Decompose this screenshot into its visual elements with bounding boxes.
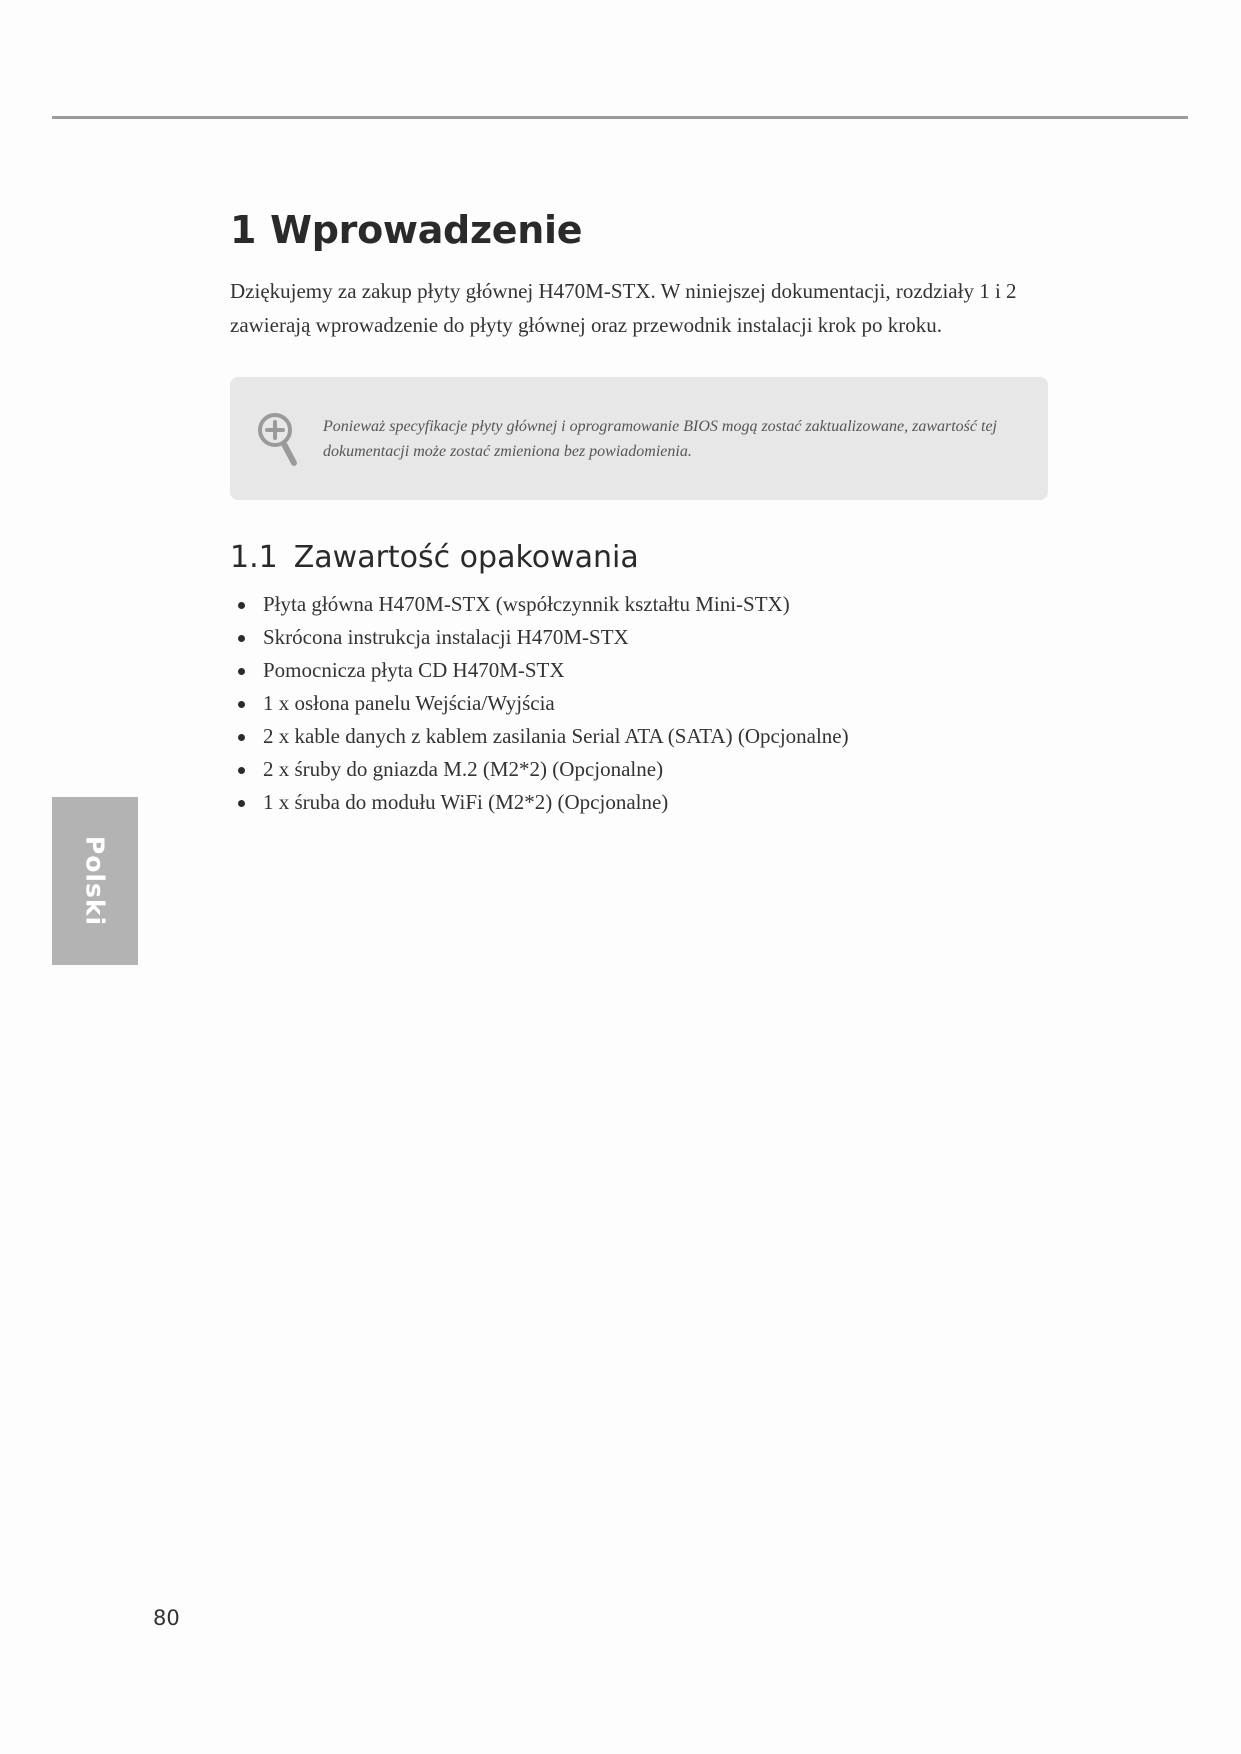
list-item: 2 x śruby do gniazda M.2 (M2*2) (Opcjonalne) xyxy=(230,753,849,786)
intro-paragraph: Dziękujemy za zakup płyty głównej H470M-STX. W niniejszej dokumentacji, rozdziały 1 i 2 zawierają wprowadzenie do płyty głównej oraz przewodnik instalacji krok po kroku. xyxy=(230,279,1017,337)
chapter-title xyxy=(230,208,582,252)
page-number: 80 xyxy=(153,1606,180,1630)
chapter-number: 1 xyxy=(230,208,257,252)
list-item: Pomocnicza płyta CD H470M-STX xyxy=(230,654,849,687)
language-tab-label: Polski xyxy=(80,835,110,927)
note-text: Ponieważ specyfikacje płyty głównej i oprogramowanie BIOS mogą zostać zaktualizowane, zawartość tej dokumentacji może zostać zmieniona bez powiadomienia. xyxy=(323,418,997,460)
list-item: 1 x śruba do modułu WiFi (M2*2) (Opcjonalne) xyxy=(230,786,849,819)
note-box xyxy=(230,377,1048,500)
list-item: 2 x kable danych z kablem zasilania Serial ATA (SATA) (Opcjonalne) xyxy=(230,720,849,753)
language-tab xyxy=(52,797,138,965)
chapter-title-text: Wprowadzenie xyxy=(270,208,583,252)
section-number: 1.1 xyxy=(230,540,278,575)
package-contents-list xyxy=(230,588,849,819)
magnifier-plus-icon xyxy=(256,411,300,469)
list-item: Skrócona instrukcja instalacji H470M-STX xyxy=(230,621,849,654)
section-title xyxy=(230,540,639,575)
section-title-text: Zawartość opakowania xyxy=(293,540,639,575)
list-item: 1 x osłona panelu Wejścia/Wyjścia xyxy=(230,687,849,720)
header-rule xyxy=(52,116,1188,119)
list-item: Płyta główna H470M-STX (współczynnik kształtu Mini-STX) xyxy=(230,588,849,621)
